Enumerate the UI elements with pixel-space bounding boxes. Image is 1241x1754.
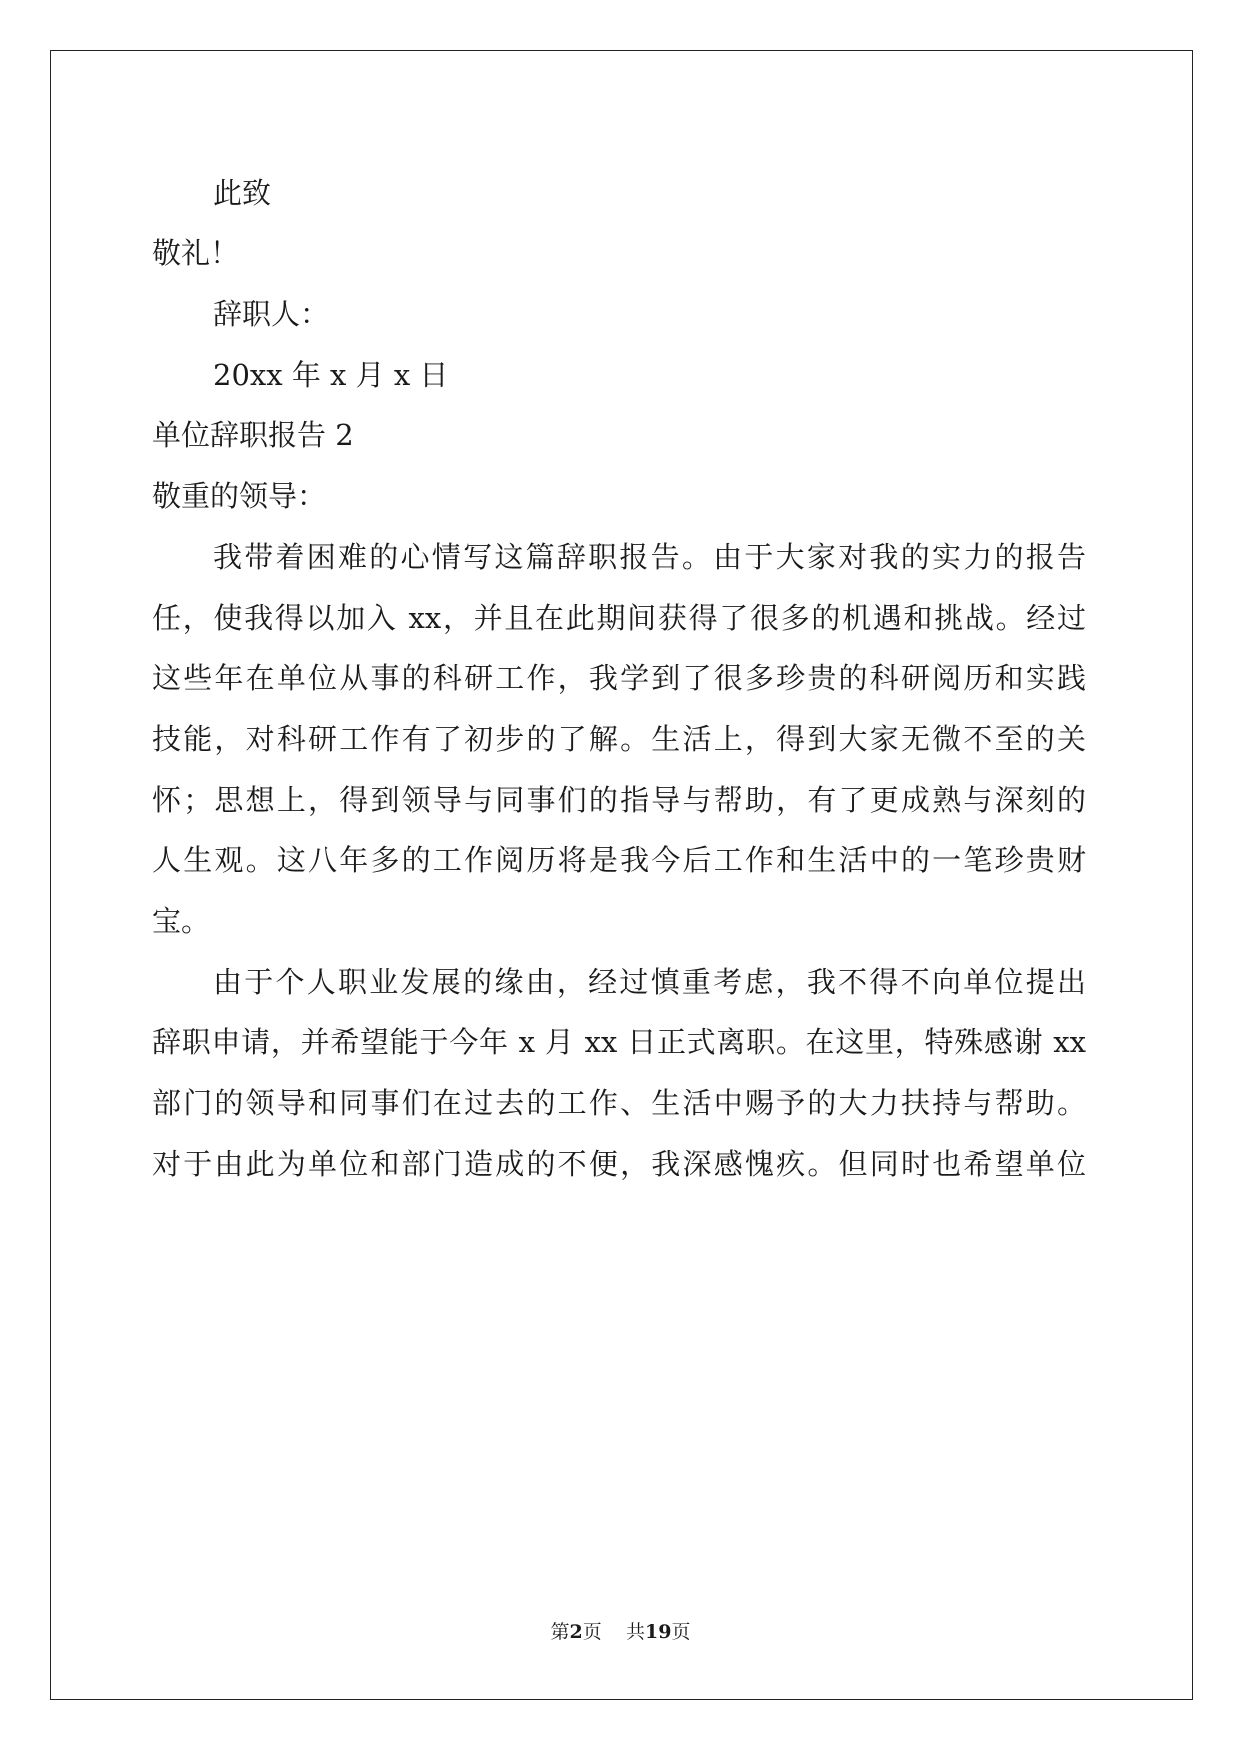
letter-salute: 敬礼！ — [152, 236, 240, 270]
paragraph-line: 由于个人职业发展的缘由，经过慎重考虑，我不得不向单位提出 — [213, 965, 1086, 999]
paragraph-line: 技能，对科研工作有了初步的了解。生活上，得到大家无微不至的关 — [152, 722, 1086, 756]
total-pages: 19 — [644, 1621, 672, 1643]
paragraph-line: 人生观。这八年多的工作阅历将是我今后工作和生活中的一笔珍贵财 — [152, 843, 1086, 877]
section-greeting: 敬重的领导： — [152, 479, 327, 513]
paragraph-line: 任，使我得以加入 xx，并且在此期间获得了很多的机遇和挑战。经过 — [152, 601, 1086, 635]
page-prefix: 第 — [550, 1621, 570, 1643]
total-prefix: 共 — [625, 1621, 645, 1643]
section-title: 单位辞职报告 2 — [152, 418, 354, 452]
paragraph-line: 宝。 — [152, 904, 211, 938]
paragraph-line: 对于由此为单位和部门造成的不便，我深感愧疚。但同时也希望单位 — [152, 1147, 1086, 1181]
paragraph-line: 部门的领导和同事们在过去的工作、生活中赐予的大力扶持与帮助。 — [152, 1086, 1086, 1120]
page-footer — [0, 1620, 1241, 1644]
signer-label: 辞职人： — [213, 297, 330, 331]
paragraph-line: 我带着困难的心情写这篇辞职报告。由于大家对我的实力的报告 — [213, 540, 1086, 574]
paragraph-line: 这些年在单位从事的科研工作，我学到了很多珍贵的科研阅历和实践 — [152, 661, 1086, 695]
total-suffix: 页 — [671, 1621, 691, 1643]
letter-date: 20xx 年 x 月 x 日 — [213, 358, 449, 392]
paragraph-line: 辞职申请，并希望能于今年 x 月 xx 日正式离职。在这里，特殊感谢 xx — [152, 1025, 1086, 1059]
page-number: 2 — [569, 1621, 583, 1643]
letter-closing: 此致 — [213, 176, 272, 210]
page-suffix: 页 — [582, 1621, 602, 1643]
paragraph-line: 怀；思想上，得到领导与同事们的指导与帮助，有了更成熟与深刻的 — [152, 783, 1086, 817]
